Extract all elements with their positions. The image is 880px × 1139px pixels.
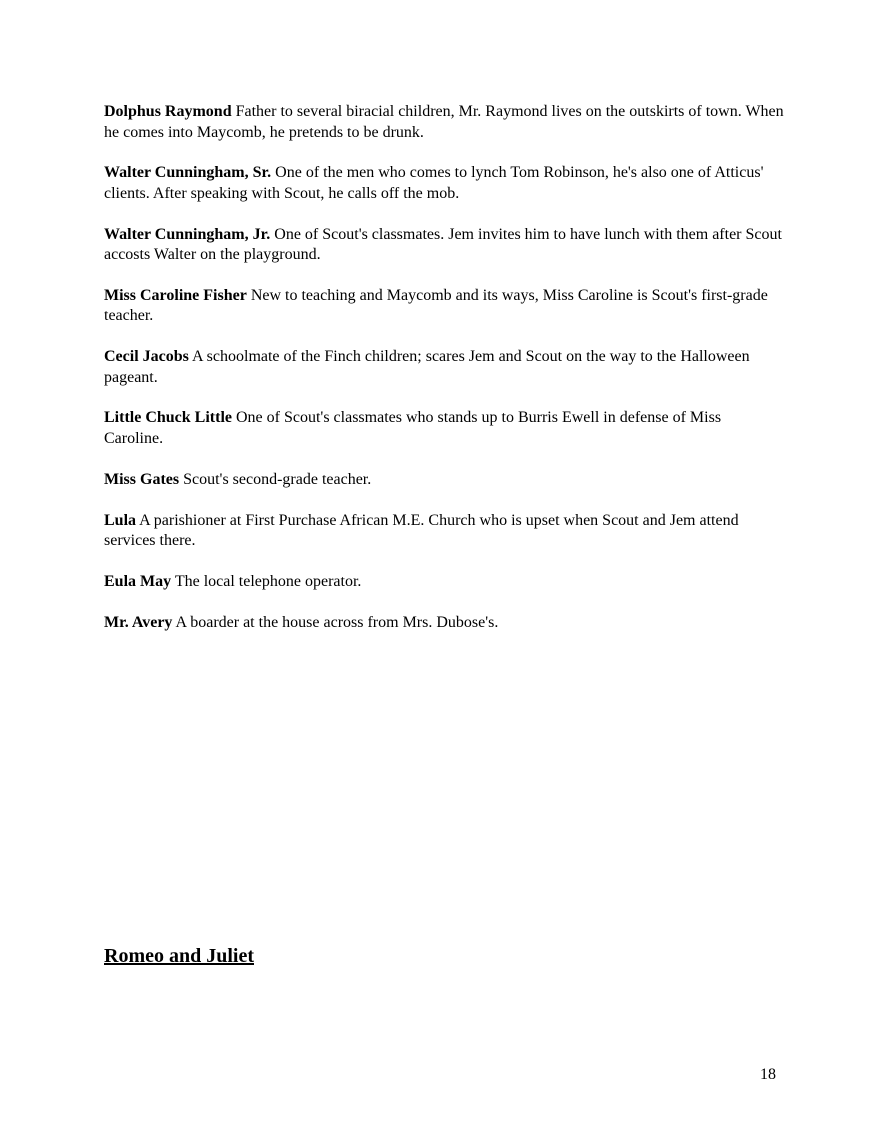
character-entry — [104, 286, 784, 327]
character-description: A boarder at the house across from Mrs. Dubose's. — [172, 613, 499, 631]
character-name: Miss Caroline Fisher — [104, 286, 247, 304]
character-name: Cecil Jacobs — [104, 348, 189, 366]
character-name: Lula — [104, 511, 137, 529]
character-entry — [104, 102, 784, 143]
character-entry — [104, 347, 784, 388]
character-name: Dolphus Raymond — [104, 103, 232, 120]
character-description: One of the men who comes to lynch Tom Robinson, he's also one of Atticus' clients. After speaking with Scout, he calls off the mob. — [104, 164, 764, 202]
character-name: Walter Cunningham, Jr. — [104, 225, 271, 243]
page-number: 18 — [760, 1066, 776, 1083]
character-description: A schoolmate of the Finch children; scares Jem and Scout on the way to the Halloween pageant. — [104, 348, 750, 386]
character-description: Scout's second-grade teacher. — [179, 470, 372, 488]
character-entry — [104, 613, 784, 634]
character-entry — [104, 225, 784, 266]
character-entry — [104, 470, 784, 491]
character-name: Miss Gates — [104, 470, 180, 488]
character-entry — [104, 511, 784, 552]
character-entry — [104, 572, 784, 593]
character-name: Mr. Avery — [104, 613, 173, 631]
character-entry — [104, 408, 784, 449]
character-name: Little Chuck Little — [104, 409, 232, 427]
character-description: One of Scout's classmates. Jem invites him to have lunch with them after Scout accosts Walter on the playground. — [104, 225, 782, 264]
character-description: New to teaching and Maycomb and its ways, Miss Caroline is Scout's first-grade teacher. — [104, 286, 768, 325]
character-list — [104, 102, 784, 653]
section-heading: Romeo and Juliet — [104, 945, 254, 967]
character-description: A parishioner at First Purchase African M.E. Church who is upset when Scout and Jem attend services there. — [104, 511, 739, 550]
character-description: Father to several biracial children, Mr. Raymond lives on the outskirts of town. When he comes into Maycomb, he pretends to be drunk. — [104, 103, 784, 141]
character-name: Eula May — [104, 572, 172, 590]
character-entry — [104, 163, 784, 204]
character-description: The local telephone operator. — [171, 572, 362, 590]
character-description: One of Scout's classmates who stands up to Burris Ewell in defense of Miss Caroline. — [104, 409, 722, 447]
character-name: Walter Cunningham, Sr. — [104, 164, 272, 182]
